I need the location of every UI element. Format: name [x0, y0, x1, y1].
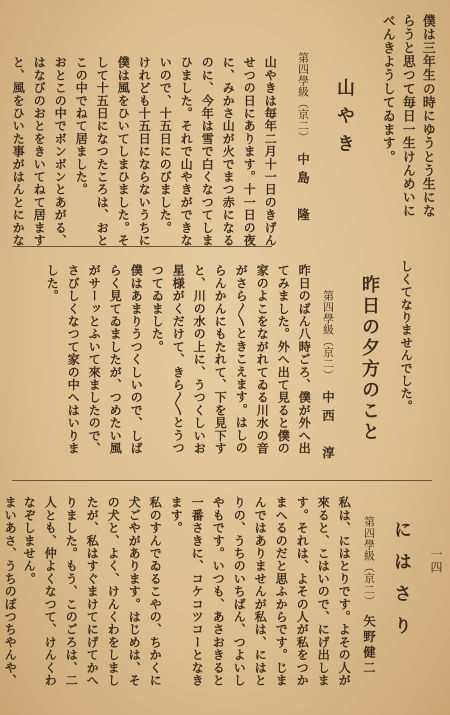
text-line: いので、十五日にのびました。	[158, 56, 173, 234]
section-divider	[12, 480, 432, 481]
text-line: 僕は三年生の時にゆうとう生にな	[419, 14, 435, 218]
text-line: 僕は風をひいてしまひました。そ	[116, 56, 131, 247]
text-line: はなびのおとをきいてねて居ます	[32, 56, 47, 247]
text-line: おとこの中でボンボンとあがる、	[53, 56, 68, 247]
text-line: 私のすんでゐるこやの、ちかくに	[148, 496, 163, 687]
text-line: やもです。いつも、あさおきると	[211, 496, 226, 687]
text-line: 僕はあまりうつくしいので、しば	[129, 264, 144, 455]
text-line: べんきようしてゐます。	[379, 14, 395, 164]
essay-byline	[362, 516, 375, 676]
text-line: す。それは、よその人が私をつか	[295, 496, 310, 687]
section-divider	[12, 246, 272, 247]
author-name: 矢野健二	[361, 614, 377, 677]
text-line: と、風をひいた事がはんとにかな	[11, 56, 26, 247]
text-line: らんかんにもたれて、下を見下す	[213, 264, 228, 455]
text-line: の犬と、よく、けんくわをしまし	[106, 496, 121, 687]
text-line: けれども十五日にならないうちに	[137, 56, 152, 247]
author-class: 第四學級（京二）	[362, 516, 376, 607]
text-line: てみました。外へ出て見ると僕の	[276, 264, 291, 455]
page-number: 一四	[429, 548, 443, 574]
text-line: しくてなりませんでした。	[399, 260, 414, 413]
text-line: がサーッとふいて來ましたので、	[87, 264, 102, 455]
text-line: 來ると、こはいので、にげ出しま	[316, 496, 331, 687]
text-line: 山やきは毎年二月十一日のきげん	[263, 56, 278, 247]
text-line: せつの日にあります。十一日の夜	[242, 56, 257, 247]
text-line: つてゐました。	[150, 264, 165, 353]
text-line: たが、私はすぐまけてにげてかへ	[85, 496, 100, 687]
author-class: 第四學級（京二）	[296, 52, 310, 143]
text-line: なぞしません。	[22, 496, 37, 585]
text-line: さびしくなつて家の中へはいりま	[66, 264, 81, 455]
author-class: 第四學級（京二）	[321, 290, 335, 381]
text-line: この中でねて居ました。	[74, 56, 89, 196]
text-line: 犬ごやがあります。はじめは、そ	[127, 496, 142, 687]
text-line: した。	[45, 264, 60, 303]
text-line: りました。もう、このごろは、二	[64, 496, 79, 687]
essay-byline	[296, 52, 309, 226]
text-line: ます。	[169, 496, 184, 535]
text-line: ひました。それで山やきができな	[179, 56, 194, 247]
text-line: に、みかさ山が火でまつ赤になる	[221, 56, 236, 247]
author-name: 中西 淳	[320, 390, 336, 465]
text-line: りの、うちのいちばん、つよいし	[232, 496, 247, 687]
text-line: まいあさ、うちのぼつちやんや、	[3, 496, 18, 687]
text-line: まへるのだと思ふからです。じま	[274, 496, 289, 687]
text-line: らうと思つて毎日一生けんめいに	[399, 14, 415, 218]
text-line: んではありませんが私は、にはと	[253, 496, 268, 687]
essay-title: 山やき	[334, 78, 355, 162]
author-name: 中島 隆	[295, 152, 311, 227]
essay-title: にはさり	[391, 520, 412, 648]
text-line: 人とも、仲よくなつて、けんくわ	[43, 496, 58, 687]
text-line: らく見てゐましたが、つめたい風	[108, 264, 123, 455]
text-line: 私は、にはとりです。よその人が	[337, 496, 352, 687]
text-line: 昨日のばん八時ごろ、僕が外へ出	[297, 264, 312, 455]
text-line: して十五日になつたころは、おと	[95, 56, 110, 247]
text-line: 一番さきに、コケコツコーとなき	[190, 496, 205, 687]
text-line: がさら〳〵ときこえます。はしの	[234, 264, 249, 454]
essay-byline	[321, 290, 334, 464]
text-line: のに、今年は雪で白くなつてしま	[200, 56, 215, 247]
essay-title: 昨日の夕方のこと	[359, 275, 380, 443]
text-line: と、川の水の上に、うつくしいお	[192, 264, 207, 455]
text-line: 家のよこをながれてゐる川水の音	[255, 264, 270, 455]
text-line: 星様がくだけて、きら〳〵とうつ	[171, 264, 186, 454]
